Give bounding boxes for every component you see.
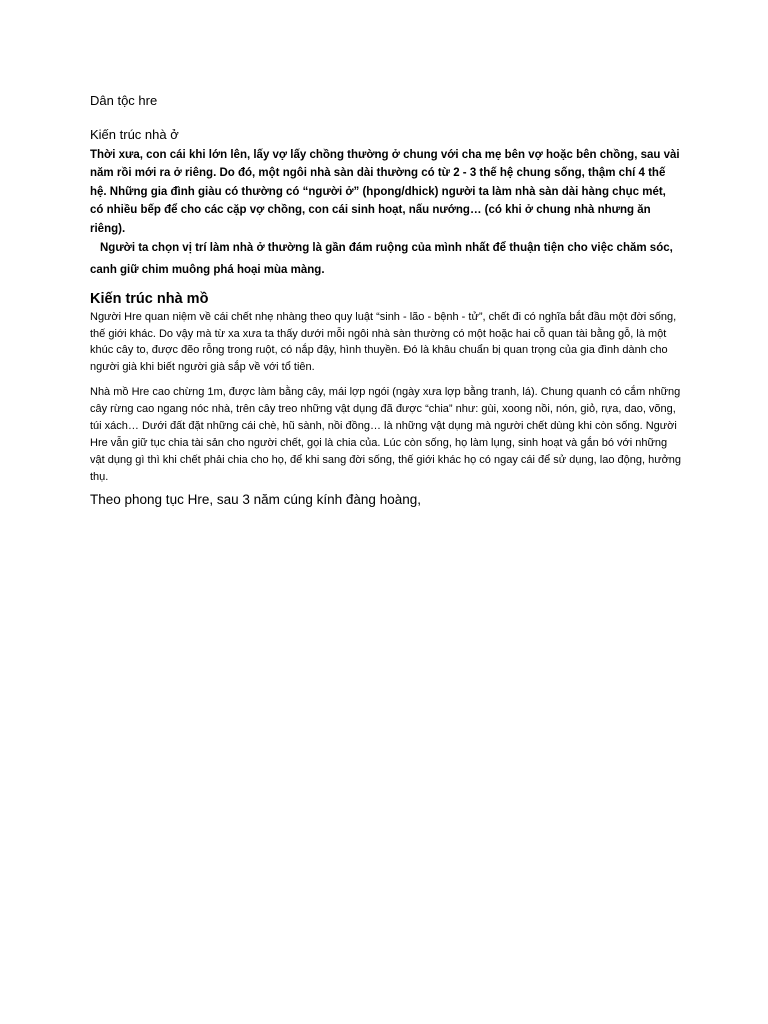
paragraph-tomb-description: Nhà mồ Hre cao chừng 1m, được làm bằng cây, mái lợp ngói (ngày xưa lợp bằng tranh, lá). Chung quanh có cắm những cây rừng cao ngang nóc nhà, trên cây treo những vật dụng đã được “chia” như: gùi, xoong nồi, nón, giỏ, rựa, dao, võng, túi xách… Dưới đất đặt những cái chè, hũ sành, nồi đồng… là những vật dụng mà người chết dùng khi còn sống. Người Hre vẫn giữ tục chia tài sản cho người chết, gọi là chia của. Lúc còn sống, họ làm lụng, sinh hoạt và gắn bó với những vật dụng gì thì khi chết phải chia cho họ, để khi sang đời sống, thế giới khác họ có ngay cái để sử dụng, lao động, hưởng thụ. xyxy=(90,386,682,483)
section-heading-house-architecture: Kiến trúc nhà ở xyxy=(90,127,179,142)
paragraph-house-history: Thời xưa, con cái khi lớn lên, lấy vợ lấy chồng thường ở chung với cha mẹ bên vợ hoặc bên chồng, sau vài năm rồi mới ra ở riêng. Do đó, một ngôi nhà sàn dài thường có từ 2 - 3 thế hệ chung sống, thậm chí 4 thế hệ. Những gia đình giàu có thường có “người ở” (hpong/dhick) người ta làm nhà sàn dài hàng chục mét, có nhiều bếp để cho các cặp vợ chồng, con cái sinh hoạt, nấu nướng… (có khi ở chung nhà nhưng ăn riêng). xyxy=(90,149,680,235)
paragraph-house-location: Người ta chọn vị trí làm nhà ở thường là gần đám ruộng của mình nhất để thuận tiện cho việc chăm sóc, canh giữ chim muông phá hoại mùa màng. xyxy=(90,242,673,276)
document-title: Dân tộc hre xyxy=(90,93,158,108)
section-heading-tomb-architecture: Kiến trúc nhà mồ xyxy=(90,291,209,307)
paragraph-death-belief: Người Hre quan niệm về cái chết nhẹ nhàng theo quy luật “sinh - lão - bệnh - tử”, chết đi có nghĩa bắt đầu một đời sống, thế giới khác. Do vậy mà từ xa xưa ta thấy dưới mỗi ngôi nhà sàn thường có một hoặc hai cỗ quan tài bằng gỗ, là một khúc cây to, được đẽo rỗng trong ruột, có nắp đậy, hình thuyền. Đó là khâu chuẩn bị quan trọng của gia đình dành cho người già khi biết người già sắp về với tổ tiên. xyxy=(90,311,677,373)
paragraph-custom-fragment: Theo phong tục Hre, sau 3 năm cúng kính đàng hoàng, xyxy=(90,492,421,507)
